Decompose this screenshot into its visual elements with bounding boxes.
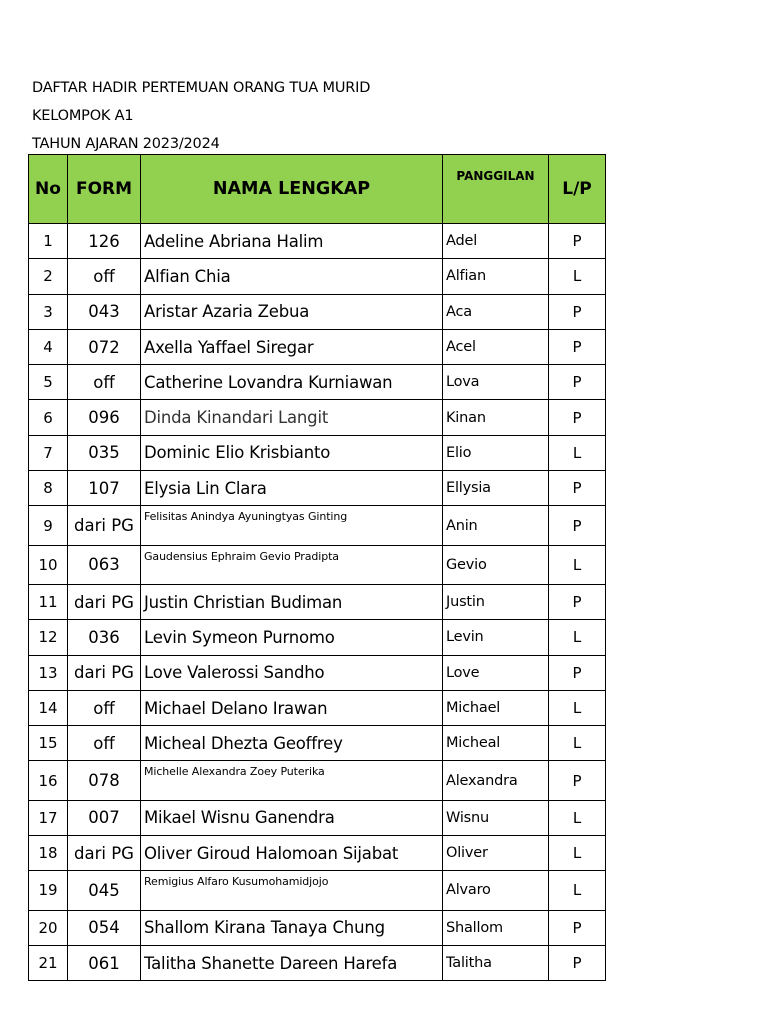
full-name-cell: Remigius Alfaro Kusumohamidjojo <box>141 871 443 910</box>
gender-cell: P <box>549 945 606 980</box>
full-name-cell: Justin Christian Budiman <box>141 584 443 619</box>
form-cell: dari PG <box>68 836 141 871</box>
full-name-cell: Levin Symeon Purnomo <box>141 620 443 655</box>
full-name-cell: Oliver Giroud Halomoan Sijabat <box>141 836 443 871</box>
form-cell: 078 <box>68 761 141 800</box>
gender-cell: L <box>549 620 606 655</box>
full-name-cell: Micheal Dhezta Geoffrey <box>141 726 443 761</box>
header-no: No <box>29 155 68 224</box>
form-cell: dari PG <box>68 506 141 545</box>
full-name-cell: Gaudensius Ephraim Gevio Pradipta <box>141 545 443 584</box>
gender-cell: P <box>549 365 606 400</box>
nickname-cell: Wisnu <box>443 800 549 835</box>
header-row <box>29 155 606 224</box>
gender-cell: P <box>549 655 606 690</box>
class-group-label: KELOMPOK A1 <box>32 108 134 124</box>
row-number: 14 <box>29 690 68 725</box>
table-row <box>29 224 606 259</box>
full-name-cell: Aristar Azaria Zebua <box>141 294 443 329</box>
row-number: 15 <box>29 726 68 761</box>
attendance-table <box>28 154 606 981</box>
gender-cell: P <box>549 294 606 329</box>
form-cell: off <box>68 365 141 400</box>
full-name-cell: Michael Delano Irawan <box>141 690 443 725</box>
row-number: 20 <box>29 910 68 945</box>
full-name-cell: Catherine Lovandra Kurniawan <box>141 365 443 400</box>
gender-cell: P <box>549 910 606 945</box>
form-cell: 007 <box>68 800 141 835</box>
full-name-cell: Michelle Alexandra Zoey Puterika <box>141 761 443 800</box>
row-number: 3 <box>29 294 68 329</box>
row-number: 2 <box>29 259 68 294</box>
row-number: 7 <box>29 435 68 470</box>
row-number: 4 <box>29 329 68 364</box>
gender-cell: P <box>549 761 606 800</box>
nickname-cell: Levin <box>443 620 549 655</box>
form-cell: off <box>68 259 141 294</box>
gender-cell: L <box>549 435 606 470</box>
table-row <box>29 294 606 329</box>
row-number: 1 <box>29 224 68 259</box>
gender-cell: P <box>549 224 606 259</box>
form-cell: dari PG <box>68 584 141 619</box>
header-gender: L/P <box>549 155 606 224</box>
full-name-cell: Shallom Kirana Tanaya Chung <box>141 910 443 945</box>
table-row <box>29 690 606 725</box>
form-cell: 043 <box>68 294 141 329</box>
header-form: FORM <box>68 155 141 224</box>
nickname-cell: Justin <box>443 584 549 619</box>
nickname-cell: Michael <box>443 690 549 725</box>
table-row <box>29 836 606 871</box>
nickname-cell: Acel <box>443 329 549 364</box>
nickname-cell: Adel <box>443 224 549 259</box>
table-row <box>29 655 606 690</box>
form-cell: off <box>68 690 141 725</box>
row-number: 18 <box>29 836 68 871</box>
header-nickname: PANGGILAN <box>443 155 549 224</box>
nickname-cell: Micheal <box>443 726 549 761</box>
table-row <box>29 871 606 910</box>
table-row <box>29 259 606 294</box>
table-row <box>29 506 606 545</box>
gender-cell: L <box>549 800 606 835</box>
row-number: 19 <box>29 871 68 910</box>
nickname-cell: Shallom <box>443 910 549 945</box>
row-number: 8 <box>29 471 68 506</box>
form-cell: 072 <box>68 329 141 364</box>
table-row <box>29 584 606 619</box>
row-number: 10 <box>29 545 68 584</box>
table-row <box>29 329 606 364</box>
row-number: 16 <box>29 761 68 800</box>
nickname-cell: Aca <box>443 294 549 329</box>
gender-cell: P <box>549 471 606 506</box>
full-name-cell: Adeline Abriana Halim <box>141 224 443 259</box>
table-row <box>29 545 606 584</box>
full-name-cell: Love Valerossi Sandho <box>141 655 443 690</box>
table-row <box>29 761 606 800</box>
form-cell: 126 <box>68 224 141 259</box>
form-cell: 054 <box>68 910 141 945</box>
gender-cell: L <box>549 836 606 871</box>
form-cell: 061 <box>68 945 141 980</box>
row-number: 21 <box>29 945 68 980</box>
form-cell: 096 <box>68 400 141 435</box>
nickname-cell: Ellysia <box>443 471 549 506</box>
gender-cell: L <box>549 545 606 584</box>
form-cell: 036 <box>68 620 141 655</box>
full-name-cell: Alfian Chia <box>141 259 443 294</box>
full-name-cell: Felisitas Anindya Ayuningtyas Ginting <box>141 506 443 545</box>
table-row <box>29 726 606 761</box>
table-row <box>29 945 606 980</box>
table-row <box>29 400 606 435</box>
table-header <box>29 155 606 224</box>
form-cell: 063 <box>68 545 141 584</box>
form-cell: 107 <box>68 471 141 506</box>
table-row <box>29 620 606 655</box>
nickname-cell: Elio <box>443 435 549 470</box>
gender-cell: P <box>549 584 606 619</box>
full-name-cell: Mikael Wisnu Ganendra <box>141 800 443 835</box>
nickname-cell: Alexandra <box>443 761 549 800</box>
nickname-cell: Alfian <box>443 259 549 294</box>
nickname-cell: Anin <box>443 506 549 545</box>
full-name-cell: Axella Yaffael Siregar <box>141 329 443 364</box>
table-body <box>29 224 606 981</box>
document-title: DAFTAR HADIR PERTEMUAN ORANG TUA MURID <box>32 80 371 96</box>
row-number: 9 <box>29 506 68 545</box>
nickname-cell: Lova <box>443 365 549 400</box>
academic-year-label: TAHUN AJARAN 2023/2024 <box>32 136 220 152</box>
nickname-cell: Love <box>443 655 549 690</box>
row-number: 11 <box>29 584 68 619</box>
full-name-cell: Dinda Kinandari Langit <box>141 400 443 435</box>
gender-cell: L <box>549 726 606 761</box>
nickname-cell: Talitha <box>443 945 549 980</box>
table-row <box>29 365 606 400</box>
row-number: 5 <box>29 365 68 400</box>
full-name-cell: Elysia Lin Clara <box>141 471 443 506</box>
gender-cell: P <box>549 329 606 364</box>
table-row <box>29 910 606 945</box>
gender-cell: L <box>549 871 606 910</box>
nickname-cell: Alvaro <box>443 871 549 910</box>
gender-cell: P <box>549 506 606 545</box>
table-row <box>29 800 606 835</box>
nickname-cell: Oliver <box>443 836 549 871</box>
row-number: 17 <box>29 800 68 835</box>
gender-cell: P <box>549 400 606 435</box>
gender-cell: L <box>549 259 606 294</box>
nickname-cell: Kinan <box>443 400 549 435</box>
form-cell: dari PG <box>68 655 141 690</box>
row-number: 12 <box>29 620 68 655</box>
row-number: 6 <box>29 400 68 435</box>
table-row <box>29 471 606 506</box>
full-name-cell: Dominic Elio Krisbianto <box>141 435 443 470</box>
form-cell: 035 <box>68 435 141 470</box>
nickname-cell: Gevio <box>443 545 549 584</box>
form-cell: off <box>68 726 141 761</box>
table-row <box>29 435 606 470</box>
header-full-name: NAMA LENGKAP <box>141 155 443 224</box>
full-name-cell: Talitha Shanette Dareen Harefa <box>141 945 443 980</box>
row-number: 13 <box>29 655 68 690</box>
gender-cell: L <box>549 690 606 725</box>
form-cell: 045 <box>68 871 141 910</box>
